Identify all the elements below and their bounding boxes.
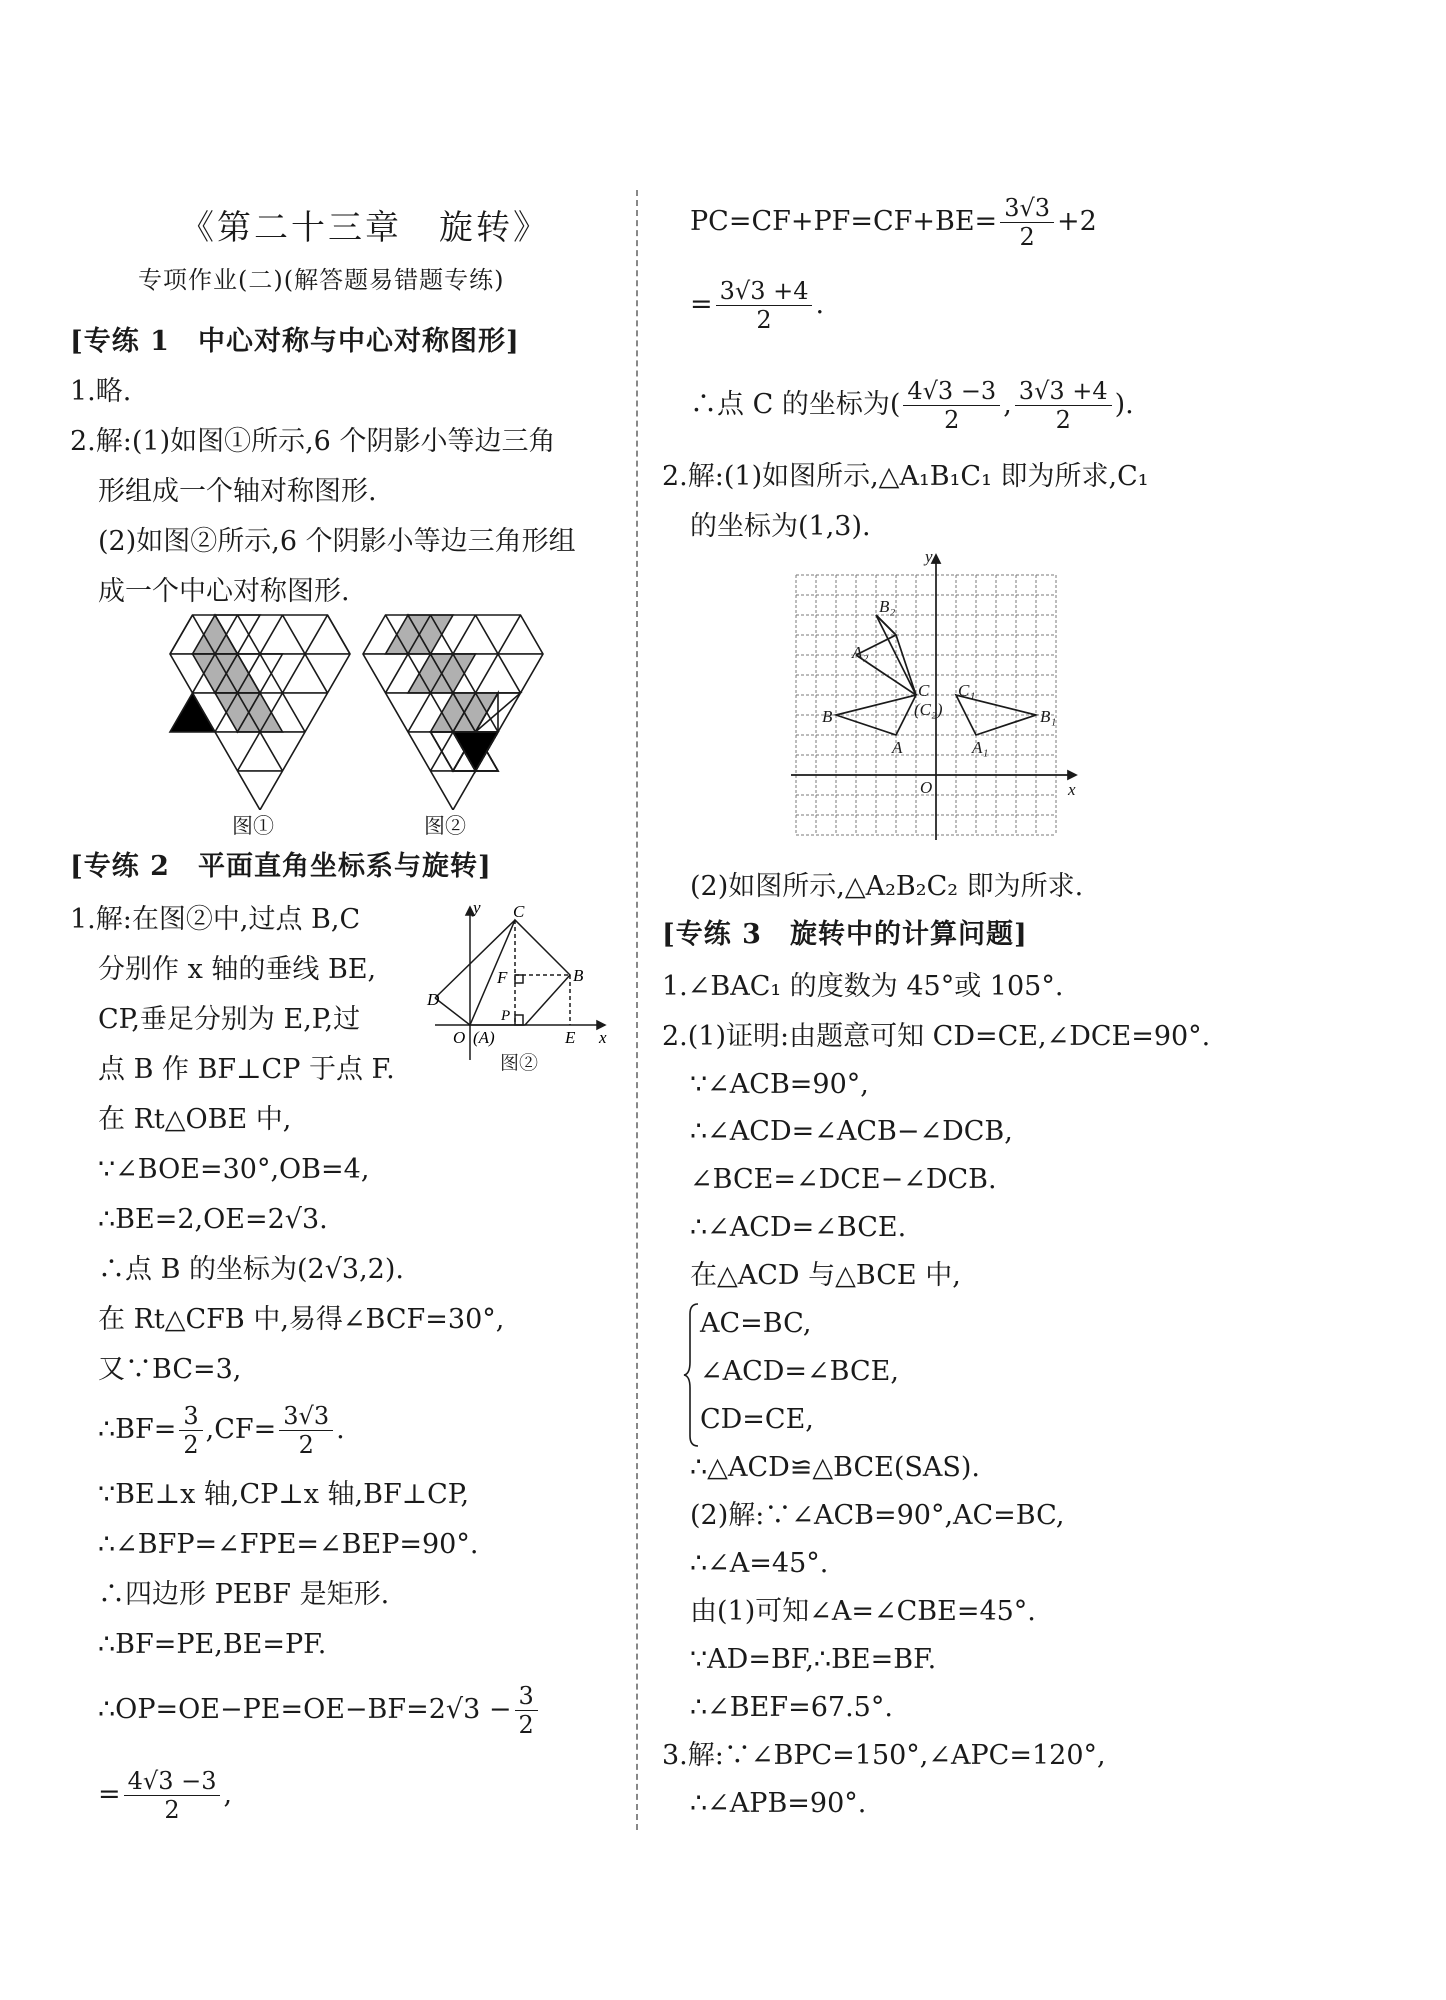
grid-label: B₂ <box>879 597 896 616</box>
fig-label: F <box>497 968 508 987</box>
text-line: ∵AD=BF,∴BE=BF. <box>690 1644 937 1675</box>
grid-label: x <box>1068 780 1076 799</box>
grid-label: A₁ <box>972 738 989 757</box>
text-line: ∴∠ACD=∠BCE. <box>690 1212 907 1243</box>
grid-label: O <box>920 778 933 797</box>
section-header-2: [专练 2 平面直角坐标系与旋转] <box>70 851 492 882</box>
text-line: 成一个中心对称图形. <box>98 576 350 607</box>
text-line: ∵BE⊥x 轴,CP⊥x 轴,BF⊥CP, <box>98 1479 470 1510</box>
text-line-fractions: ∴BF= $\frac{3}{2}$ ,CF= $\frac{3√3}{2}$ . <box>98 1402 345 1459</box>
triangle-figure-2 <box>358 610 548 810</box>
text-line: ∠BCE=∠DCE−∠DCB. <box>690 1164 997 1195</box>
figure-caption-3: 图② <box>500 1052 539 1074</box>
text-line: 3.解:∵∠BPC=150°,∠APC=120°, <box>662 1740 1106 1771</box>
text-line: 的坐标为(1,3). <box>690 511 871 542</box>
text-line: 在 Rt△CFB 中,易得∠BCF=30°, <box>98 1304 505 1335</box>
text-line: ∵∠ACB=90°, <box>690 1069 869 1100</box>
text-line-fractions: ∴OP=OE−PE=OE−BF=2√3 − $\frac{3}{2}$ <box>98 1680 541 1740</box>
grid-label: y <box>925 550 933 566</box>
page-title: 《第二十三章 旋转》 <box>180 208 550 248</box>
text-line-fractions: ∴点 C 的坐标为( $\frac{4√3 -3}{2}$ , $\frac{3√3 +4}{2}$ ). <box>690 377 1134 434</box>
text-line: AC=BC, <box>700 1308 812 1339</box>
text-line: ∴∠ACD=∠ACB−∠DCB, <box>690 1116 1013 1147</box>
text-line: 由(1)可知∠A=∠CBE=45°. <box>690 1596 1036 1627</box>
text-line: 2.(1)证明:由题意可知 CD=CE,∠DCE=90°. <box>662 1021 1211 1052</box>
text-line: 又∵BC=3, <box>98 1354 242 1385</box>
grid-label: C₁ <box>958 681 976 700</box>
text-line: ∴△ACD≌△BCE(SAS). <box>690 1452 980 1483</box>
text-line: CD=CE, <box>700 1404 814 1435</box>
grid-label: (C₂) <box>914 700 943 719</box>
section-header-3: [专练 3 旋转中的计算问题] <box>662 919 1028 950</box>
left-brace <box>682 1300 702 1450</box>
grid-label: B₁ <box>1040 707 1057 726</box>
text-line-fractions: PC=CF+PF=CF+BE= $\frac{3√3}{2}$ +2 <box>690 194 1097 251</box>
text-line: (2)解:∵∠ACB=90°,AC=BC, <box>690 1500 1065 1531</box>
fig-label: O <box>453 1028 466 1047</box>
text-line-fractions: = $\frac{3√3 +4}{2}$ . <box>690 277 825 334</box>
section-header-1: [专练 1 中心对称与中心对称图形] <box>70 326 520 357</box>
text-line: 2.解:(1)如图①所示,6 个阴影小等边三角 <box>70 426 556 457</box>
text-line: (2)如图所示,△A₂B₂C₂ 即为所求. <box>690 871 1084 902</box>
text-line: 1.∠BAC₁ 的度数为 45°或 105°. <box>662 971 1064 1002</box>
fig-label: C <box>513 902 525 921</box>
text-line: CP,垂足分别为 E,P,过 <box>98 1004 361 1035</box>
grid-label: C <box>918 681 930 700</box>
text-line: ∴∠BEF=67.5°. <box>690 1692 893 1723</box>
text-line: 分别作 x 轴的垂线 BE, <box>98 954 377 985</box>
grid-coordinate-figure <box>786 550 1086 845</box>
text-line-fractions: = $\frac{4√3 -3}{2}$ , <box>98 1767 233 1824</box>
text-line: ∵∠BOE=30°,OB=4, <box>98 1154 370 1185</box>
text-line: ∴四边形 PEBF 是矩形. <box>98 1579 390 1610</box>
fig-label: x <box>599 1028 607 1047</box>
grid-label: A <box>892 738 903 757</box>
text-line: 形组成一个轴对称图形. <box>98 476 377 507</box>
text-line: ∴∠A=45°. <box>690 1548 829 1579</box>
text-line: 2.解:(1)如图所示,△A₁B₁C₁ 即为所求,C₁ <box>662 461 1149 492</box>
text-line: 在△ACD 与△BCE 中, <box>690 1260 961 1291</box>
text-line: ∴BF=PE,BE=PF. <box>98 1629 327 1660</box>
fig-label: B <box>573 966 584 985</box>
text-line: 点 B 作 BF⊥CP 于点 F. <box>98 1054 395 1085</box>
page-subtitle: 专项作业(二)(解答题易错题专练) <box>138 266 505 294</box>
triangle-figure-1 <box>165 610 355 810</box>
text-line: ∴点 B 的坐标为(2√3,2). <box>98 1254 404 1285</box>
fig-label: (A) <box>473 1028 495 1047</box>
rectangle-coordinate-figure <box>425 895 610 1070</box>
grid-label: A₂ <box>852 643 869 662</box>
column-divider <box>636 190 638 1830</box>
text-line: (2)如图②所示,6 个阴影小等边三角形组 <box>98 526 576 557</box>
text-line: ∠ACD=∠BCE, <box>700 1356 899 1387</box>
text-line: 在 Rt△OBE 中, <box>98 1104 292 1135</box>
text-line: ∴BE=2,OE=2√3. <box>98 1204 328 1235</box>
text-line: 1.略. <box>70 376 132 407</box>
fig-label: y <box>473 898 481 917</box>
fig-label: D <box>427 990 440 1009</box>
text-line: ∴∠APB=90°. <box>690 1788 867 1819</box>
fig-label: P <box>501 1008 511 1024</box>
figure-caption-1: 图① <box>232 814 274 838</box>
grid-label: B <box>822 707 833 726</box>
figure-caption-2: 图② <box>424 814 466 838</box>
fig-label: E <box>565 1028 576 1047</box>
text-line: ∴∠BFP=∠FPE=∠BEP=90°. <box>98 1529 479 1560</box>
text-line: 1.解:在图②中,过点 B,C <box>70 904 361 935</box>
